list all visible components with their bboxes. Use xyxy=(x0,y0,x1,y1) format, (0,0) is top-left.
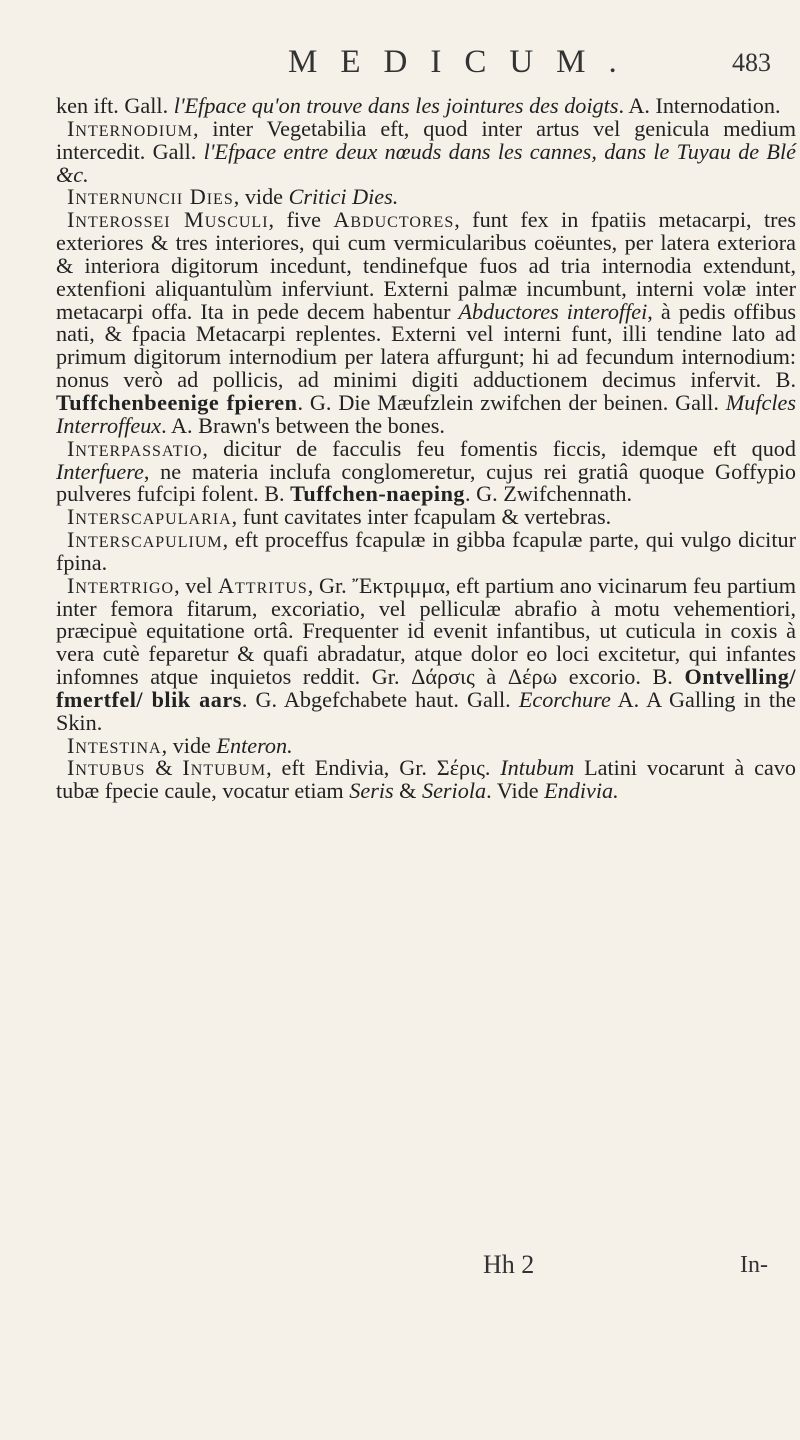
intertrigo-blackletter-text: Ontvelling/ fmertfel/ blik aars xyxy=(56,664,796,712)
intertrigo-text: , vel xyxy=(174,572,218,598)
intubus-text: & xyxy=(393,778,422,804)
entry-interscapularia xyxy=(56,506,796,529)
interpassatio-blackletter-text: Tuffchen-naeping xyxy=(290,481,466,507)
internodium-italic-text: l'Efpace entre deux nœuds dans les cannes, dans le Tuyau de Blé &c. xyxy=(56,138,796,187)
entry-intertrigo xyxy=(56,572,797,735)
intertrigo-text: , Gr. Ἔκτριμμα, eft partium ano vicinarum feu partium inter femora fitarum, excoriatio, vel pelliculæ abrafio à motu vehementiori, præcipuè equitatione ortâ. Frequenter id evenit infantibus, ut cuticula in coxis à vera cutè feparetur & quafi abradatur, atque dolor eo loci excitetur, qui infantes infomnes atque inquietos reddit. Gr. Δάρσις à Δέρω excorio. B. xyxy=(56,572,796,690)
intubus-text: & xyxy=(145,755,183,781)
intubus-headword: Intubus xyxy=(67,755,146,781)
internuncii-dies-italic-text: Critici Dies. xyxy=(288,184,399,210)
intubus-italic-text: Seriola xyxy=(421,778,487,804)
interpassatio-text: , dicitur de facculis feu fomentis ficcis, idemque eft quod xyxy=(202,435,796,461)
intestina-text: , vide xyxy=(161,732,217,758)
internuncii-dies-headword: Internuncii Dies xyxy=(67,184,234,210)
entry-continuation xyxy=(56,95,796,118)
interossei-musculi-text: , five xyxy=(268,207,334,233)
interpassatio-italic-text: Interfuere xyxy=(56,458,144,484)
intertrigo-headword: Intertrigo xyxy=(67,572,175,598)
entry-intestina xyxy=(56,732,796,758)
entry-interossei-musculi xyxy=(56,209,796,437)
interossei-musculi-text: , à pedis offibus nati, & fpacia Metacarpi replentes. Externi vel interni funt, illi tendine lato ad primum digitorum internodium per latera affurgunt; hi ad fecundum internodium: nonus verò ad pollicis, ad minimi digiti adductionem decimus infervit. B. xyxy=(56,298,796,393)
running-title: MEDICUM. xyxy=(288,44,640,80)
interpassatio-text: . G. Zwifchennath. xyxy=(465,481,632,507)
intubus-text: . Vide xyxy=(486,778,545,804)
interossei-musculi-italic-text: Mufcles Interroffeux xyxy=(56,389,797,438)
intubus-text: Latini vocarunt à cavo tubæ fpecie caule, vocatur etiam xyxy=(56,755,796,804)
intubus-text: , eft Endivia, Gr. Σέρις. xyxy=(266,755,501,781)
interossei-musculi-text: . G. Die Mæufzlein zwifchen der beinen. Gall. xyxy=(297,389,726,415)
page-footer xyxy=(0,1250,800,1280)
interossei-musculi-blackletter-text: Tuffchenbeenige fpieren xyxy=(56,389,298,415)
intubus-italic-text: Intubum xyxy=(500,755,575,781)
interossei-musculi-headword: Interossei Musculi xyxy=(67,207,269,233)
intertrigo-italic-text: Ecorchure xyxy=(518,686,611,712)
intertrigo-text: A. A Galling in the Skin. xyxy=(56,686,797,735)
entry-internuncii-dies xyxy=(56,186,796,209)
intestina-italic-text: Enteron. xyxy=(216,732,293,758)
intestina-headword: Intestina xyxy=(67,732,162,758)
intubus-italic-text: Seris xyxy=(349,778,394,804)
intubus-italic-text: Endivia. xyxy=(544,778,619,804)
continuation-text: . A. Internodation. xyxy=(618,93,781,118)
entry-intubus xyxy=(56,757,796,803)
internodium-text: , inter Vegetabilia eft, quod inter artus vel genicula medium intercedit. Gall. xyxy=(56,115,796,164)
signature-mark: Hh 2 xyxy=(483,1250,535,1279)
page-number: 483 xyxy=(732,48,771,77)
internodium-headword: Internodium xyxy=(67,115,193,141)
dictionary-body xyxy=(56,95,796,803)
entry-internodium xyxy=(56,115,796,187)
interscapulium-headword: Interscapulium xyxy=(67,527,223,553)
intertrigo-text: . G. Abgefchabete haut. Gall. xyxy=(241,686,519,712)
interossei-musculi-text: . A. Brawn's between the bones. xyxy=(161,412,445,438)
interpassatio-headword: Interpassatio xyxy=(67,435,203,461)
intertrigo-headword: Attritus xyxy=(218,572,308,598)
interscapularia-text: , funt cavitates inter fcapulam & vertebras. xyxy=(231,504,612,530)
entry-interscapulium xyxy=(56,529,796,575)
interossei-musculi-italic-text: Abductores interoffei xyxy=(458,298,648,324)
running-header xyxy=(0,44,800,94)
interscapulium-text: , eft proceffus fcapulæ in gibba fcapulæ parte, qui vulgo dicitur fpina. xyxy=(56,527,796,575)
interossei-musculi-headword: Abductores xyxy=(333,207,455,233)
interpassatio-text: , ne materia inclufa conglomeretur, cujus rei gratiâ quoque Goffypio pulveres fufcipi folent. B. xyxy=(56,458,796,507)
entry-interpassatio xyxy=(56,435,796,507)
continuation-text: ken ift. Gall. xyxy=(56,93,174,118)
intubus-headword: Intubum xyxy=(182,755,267,781)
catchword: In- xyxy=(740,1252,768,1278)
interossei-musculi-text: , funt fex in fpatiis metacarpi, tres exteriores & tres interiores, qui cum vermicularibus coëuntes, per latera exteriora & interiora digitorum incedunt, tendinefque fuos ad tria internodia extendunt, extenfioni aliquantulùm inferviunt. Externi palmæ incumbunt, interni volæ inter metacarpi offa. Ita in pede decem habentur xyxy=(56,207,796,324)
interscapularia-headword: Interscapularia xyxy=(67,504,232,530)
internuncii-dies-text: , vide xyxy=(233,184,289,210)
continuation-italic-text: l'Efpace qu'on trouve dans les jointures des doigts xyxy=(173,93,619,118)
